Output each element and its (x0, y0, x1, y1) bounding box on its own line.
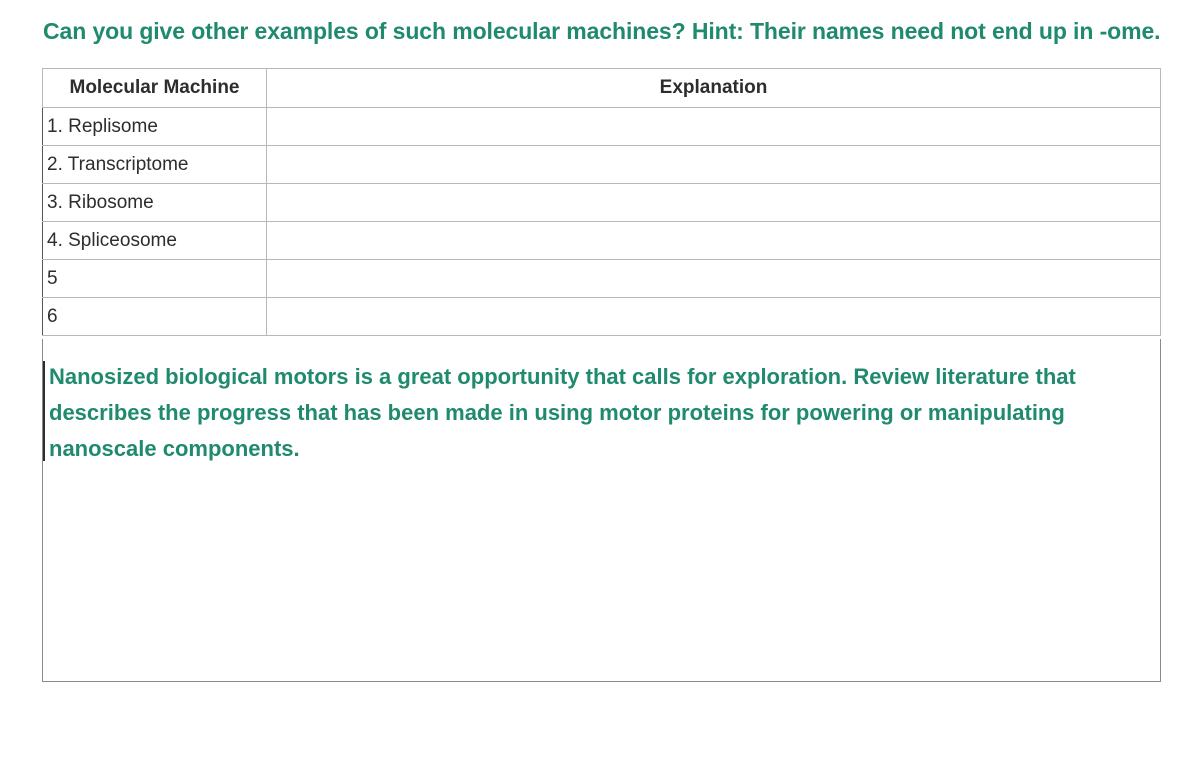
header-explanation: Explanation (267, 69, 1161, 108)
machine-cell[interactable]: 3. Ribosome (43, 184, 267, 222)
molecular-machines-table (42, 68, 1161, 336)
table-row (43, 146, 1161, 184)
machine-cell[interactable]: 1. Replisome (43, 108, 267, 146)
explanation-cell[interactable] (267, 260, 1161, 298)
table-row (43, 222, 1161, 260)
explanation-cell[interactable] (267, 298, 1161, 336)
table-header-row (43, 69, 1161, 108)
explanation-cell[interactable] (267, 222, 1161, 260)
text-cursor-bar (43, 361, 45, 461)
machine-cell[interactable]: 2. Transcriptome (43, 146, 267, 184)
machine-cell[interactable]: 5 (43, 260, 267, 298)
machine-cell[interactable]: 6 (43, 298, 267, 336)
question-heading: Can you give other examples of such molecular machines? Hint: Their names need not end up in -ome. (43, 18, 1161, 44)
explanation-cell[interactable] (267, 108, 1161, 146)
table-row (43, 108, 1161, 146)
explanation-cell[interactable] (267, 146, 1161, 184)
table-row (43, 260, 1161, 298)
exploration-prompt: Nanosized biological motors is a great opportunity that calls for exploration. Review literature that describes the progress that has been made in using motor proteins for powering or manipulating nanoscale components. (49, 364, 1076, 461)
machine-cell[interactable]: 4. Spliceosome (43, 222, 267, 260)
answer-box[interactable] (42, 339, 1161, 682)
table-row (43, 298, 1161, 336)
table-row (43, 184, 1161, 222)
explanation-cell[interactable] (267, 184, 1161, 222)
header-molecular-machine: Molecular Machine (43, 69, 267, 108)
